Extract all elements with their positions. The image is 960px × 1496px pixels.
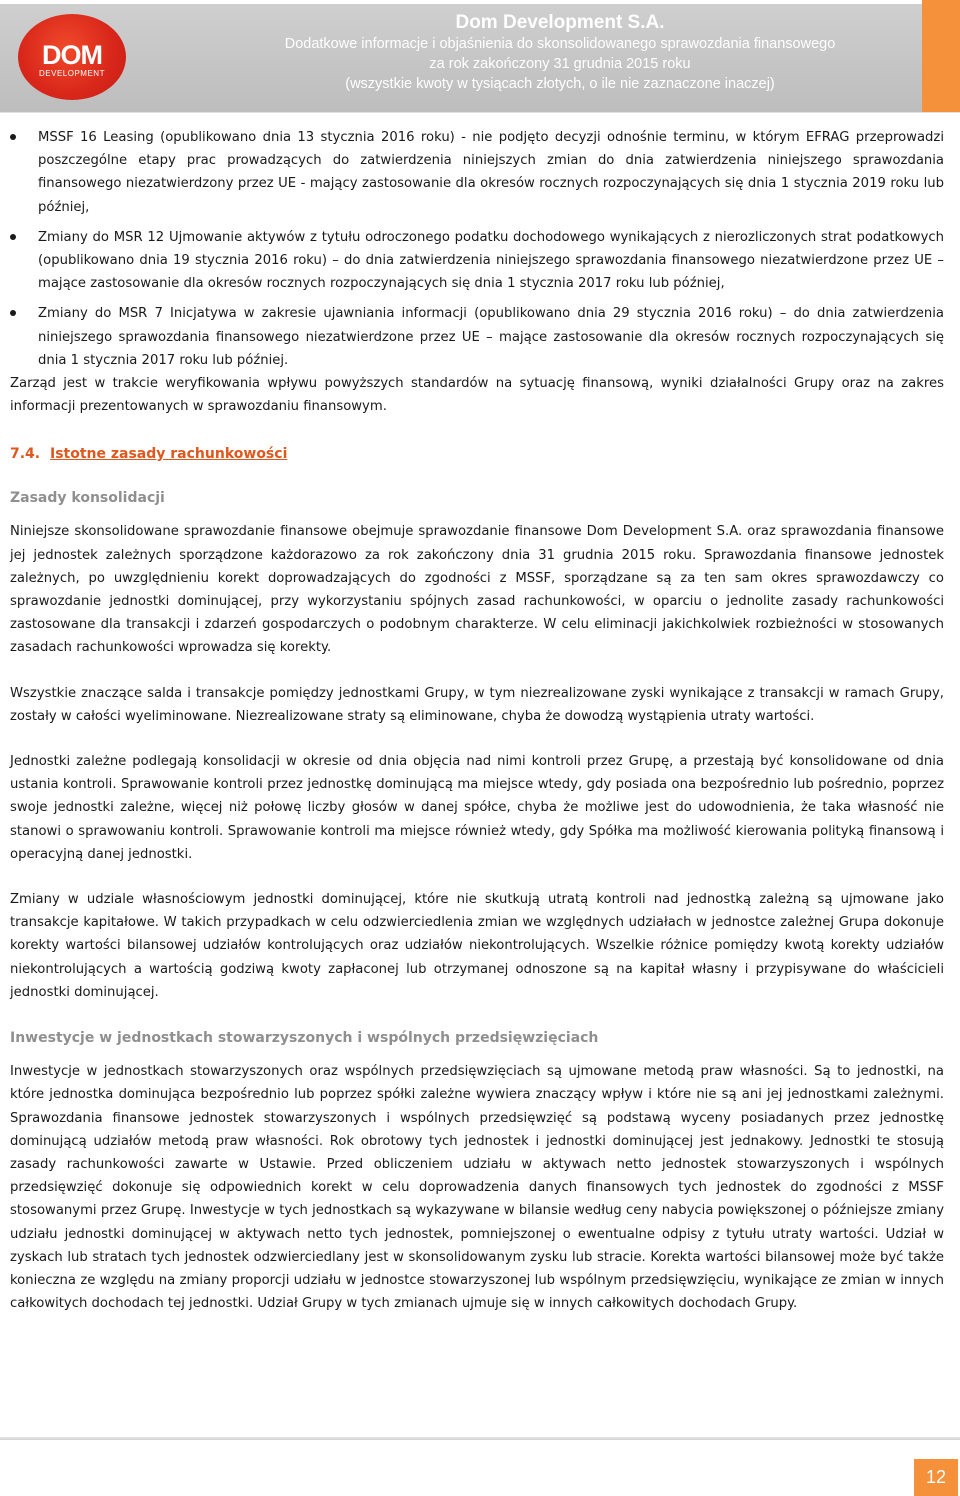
- page-header: [0, 0, 960, 112]
- subsection-title-investments: Inwestycje w jednostkach stowarzyszonych i wspólnych przedsięwzięciach: [10, 1030, 599, 1047]
- section-title: Istotne zasady rachunkowości: [50, 446, 288, 463]
- bullet-icon: [10, 310, 16, 316]
- standards-list: [10, 126, 944, 372]
- page-number: 12: [914, 1459, 958, 1496]
- list-item: [10, 226, 944, 296]
- header-accent-block: [922, 0, 960, 112]
- paragraph: Inwestycje w jednostkach stowarzyszonych oraz wspólnych przedsięwzięciach są ujmowane metodą praw własności. Są to jednostki, na które jednostka dominująca bezpośrednio lub poprzez spółki zależne wywiera znaczący wpływ i które nie są ani jej jednostkami zależnymi. Sprawozdania finansowe jednostek stowarzyszonych i wspólnych przedsięwzięć są podstawą wyceny posiadanych przez jednostkę dominującą udziałów metodą praw własności. Rok obrotowy tych jednostek i jednostki dominującej jest jednakowy. Jednostki te stosują zasady rachunkowości zawarte w Ustawie. Przed obliczeniem udziału w aktywach netto jednostek stowarzyszonych i wspólnych przedsięwzięć dokonuje się odpowiednich korekt w celu doprowadzenia danych finansowych tych jednostek do zgodności z MSSF stosowanymi przez Grupę. Inwestycje w tych jednostkach są wykazywane w bilansie według ceny nabycia powiększonej o późniejsze zmiany udziału jednostki dominującej w aktywach netto tych jednostek, pomniejszonej o ewentualne odpisy z tytułu utraty wartości. Udział w zyskach lub stratach tych jednostek odzwierciedlany jest w skonsolidowanym zysku lub stracie. Korekta wartości bilansowej może być także konieczna ze względu na zmiany proporcji udziału w jednostce stowarzyszonej lub wspólnym przedsięwzięciu, wynikające ze zmian w innych całkowitych dochodach tej jednostki. Udział Grupy w tych zmianach ujmuje się w innych całkowitych dochodach Grupy.: [10, 1064, 944, 1312]
- bullet-icon: [10, 234, 16, 240]
- paragraph: Niniejsze skonsolidowane sprawozdanie finansowe obejmuje sprawozdanie finansowe Dom Development S.A. oraz sprawozdania finansowe jej jednostek zależnych sporządzone każdorazowo za rok zakończony dnia 31 grudnia 2015 roku. Sprawozdania finansowe jednostek zależnych, po uwzględnieniu korekt doprowadzających do zgodności z MSSF, sporządzane są za ten sam okres sprawozdawczy co sprawozdanie jednostki dominującej, przy wykorzystaniu spójnych zasad rachunkowości, w oparciu o jednolite zasady rachunkowości zastosowane dla transakcji i zdarzeń gospodarczych o podobnym charakterze. W celu eliminacji jakichkolwiek rozbieżności w stosowanych zasadach rachunkowości wprowadza się korekty.: [10, 524, 944, 656]
- document-body: [10, 126, 944, 1315]
- list-item: [10, 126, 944, 219]
- logo-subtext: DEVELOPMENT: [39, 69, 105, 78]
- header-titles: [230, 12, 890, 94]
- intro-paragraph: Zarząd jest w trakcie weryfikowania wpływu powyższych standardów na sytuację finansową, wyniki działalności Grupy oraz na zakres informacji prezentowanych w sprawozdaniu finansowym.: [10, 376, 944, 415]
- section-heading: [10, 442, 944, 466]
- paragraph: Wszystkie znaczące salda i transakcje pomiędzy jednostkami Grupy, w tym niezrealizowane zyski wynikające z transakcji w ramach Grupy, zostały w całości wyeliminowane. Niezrealizowane straty są eliminowane, chyba że dowodzą wystąpienia utraty wartości.: [10, 685, 944, 724]
- header-line-2: za rok zakończony 31 grudnia 2015 roku: [429, 56, 691, 72]
- list-item-text: Zmiany do MSR 12 Ujmowanie aktywów z tytułu odroczonego podatku dochodowego wynikających z nierozliczonych strat podatkowych (opublikowano dnia 19 stycznia 2016 roku) – do dnia zatwierdzenia niniejszego sprawozdania finansowego niezatwierdzone przez UE – mające zastosowanie dla okresów rocznych rozpoczynających się dnia 1 stycznia 2017 roku lub później,: [38, 229, 944, 292]
- paragraph: Jednostki zależne podlegają konsolidacji w okresie od dnia objęcia nad nimi kontroli przez Grupę, a przestają być konsolidowane od dnia ustania kontroli. Sprawowanie kontroli przez jednostkę dominującą ma miejsce wtedy, gdy posiada ona bezpośrednio lub pośrednio, poprzez swoje jednostki zależne, więcej niż połowę liczby głosów w danej spółce, chyba że możliwe jest do udowodnienia, że taka własność nie stanowi o sprawowaniu kontroli. Sprawowanie kontroli ma miejsce również wtedy, gdy Spółka ma możliwość kierowania polityką finansową i operacyjną danej jednostki.: [10, 754, 944, 862]
- footer-divider: [0, 1437, 960, 1440]
- paragraph: Zmiany w udziale własnościowym jednostki dominującej, które nie skutkują utratą kontroli nad jednostką zależną są ujmowane jako transakcje kapitałowe. W takich przypadkach w celu odzwierciedlenia zmian we względnych udziałach w jednostce zależnej Grupa dokonuje korekty wartości bilansowej udziałów kontrolujących oraz udziałów niekontrolujących. Wszelkie różnice pomiędzy kwotą korekty udziałów niekontrolujących a wartością godziwą kwoty zapłaconej lub otrzymanej odnoszone są na kapitał własny i przypisywane do właścicieli jednostki dominującej.: [10, 892, 944, 1000]
- subsection-title-consolidation: Zasady konsolidacji: [10, 490, 165, 507]
- header-line-3: (wszystkie kwoty w tysiącach złotych, o ile nie zaznaczone inaczej): [345, 76, 775, 92]
- header-divider: [0, 112, 960, 113]
- section-number: 7.4.: [10, 446, 41, 463]
- bullet-icon: [10, 134, 16, 140]
- company-name: Dom Development S.A.: [455, 12, 665, 33]
- list-item-text: MSSF 16 Leasing (opublikowano dnia 13 stycznia 2016 roku) - nie podjęto decyzji odnośnie terminu, w którym EFRAG przeprowadzi poszczególne etapy prac prowadzących do zatwierdzenia niniejszych zmian do dnia zatwierdzenia niniejszego sprawozdania finansowego niezatwierdzony przez UE - mający zastosowanie dla okresów rocznych rozpoczynających się dnia 1 stycznia 2019 roku lub później,: [38, 130, 944, 215]
- company-logo: [18, 14, 126, 100]
- header-line-1: Dodatkowe informacje i objaśnienia do skonsolidowanego sprawozdania finansowego: [284, 36, 836, 52]
- list-item-text: Zmiany do MSR 7 Inicjatywa w zakresie ujawniania informacji (opublikowano dnia 29 stycznia 2016 roku) – do dnia zatwierdzenia niniejszego sprawozdania finansowego niezatwierdzone przez UE – mające zastosowanie dla okresów rocznych rozpoczynających się dnia 1 stycznia 2017 roku lub później.: [38, 306, 944, 368]
- list-item: [10, 302, 944, 372]
- logo-text: DOM: [42, 40, 102, 70]
